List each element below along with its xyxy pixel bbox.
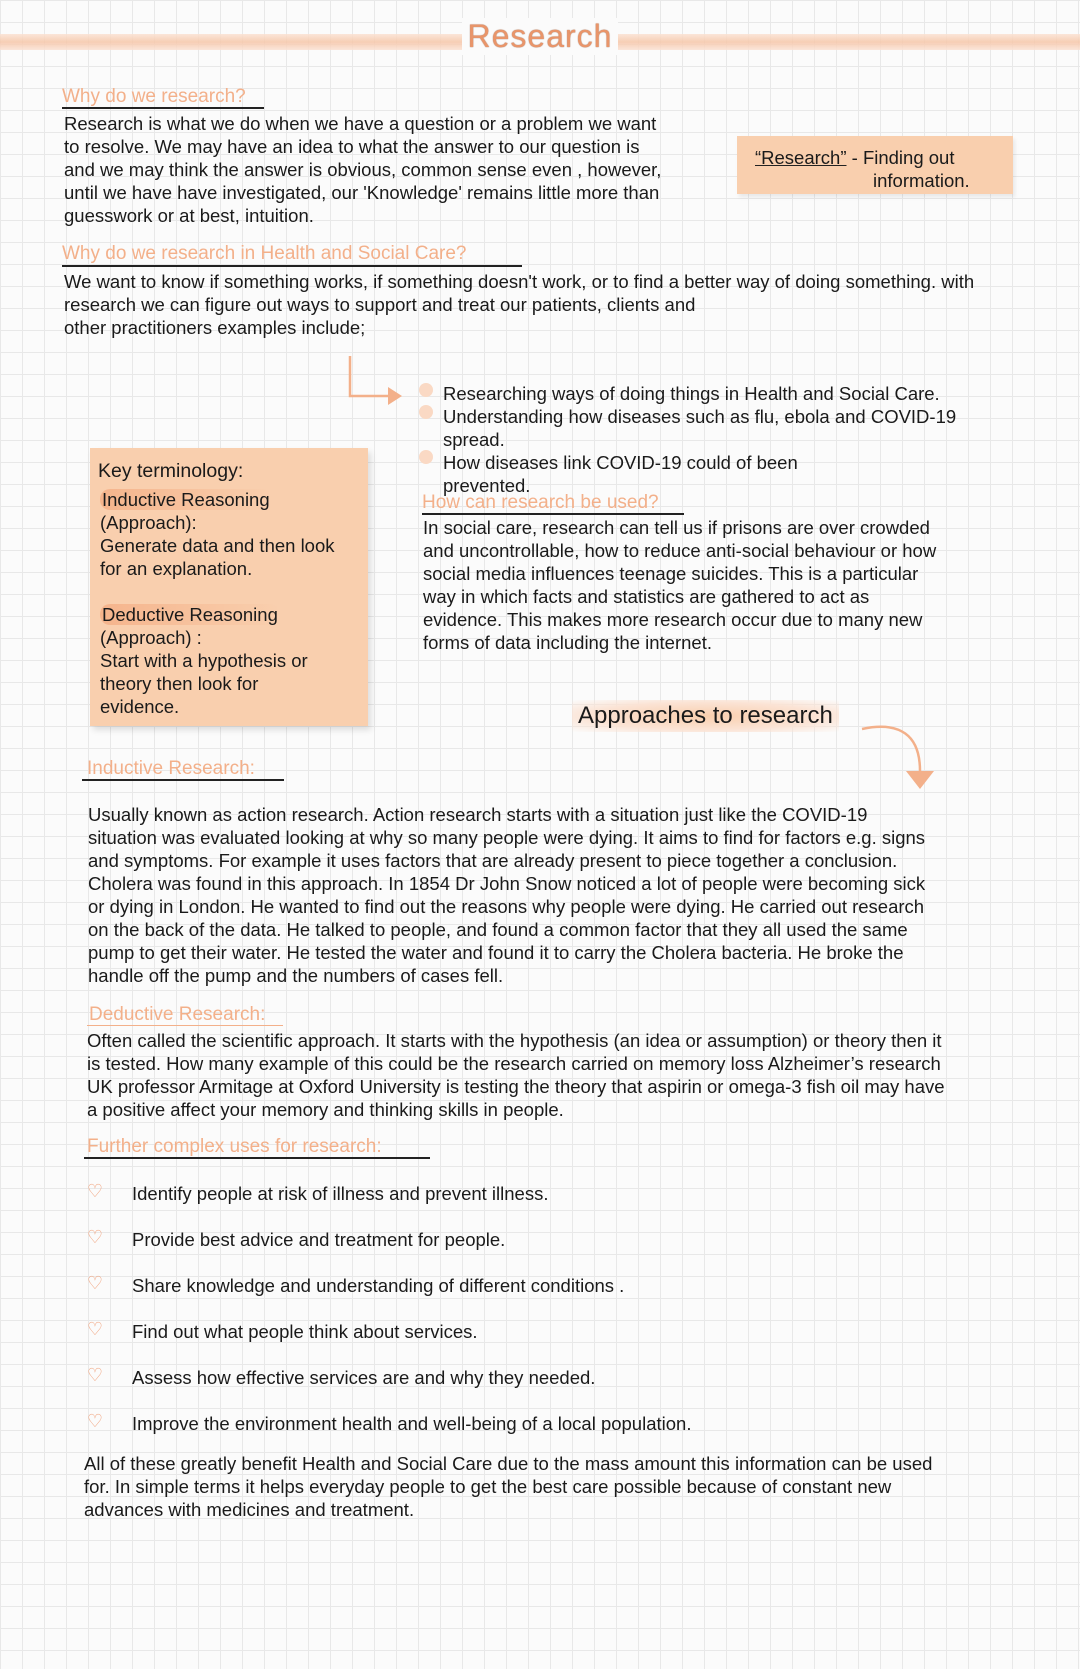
list-item: Provide best advice and treatment for people.: [132, 1229, 506, 1250]
how-used-text: In social care, research can tell us if prisons are over crowded and uncontrollable, how to reduce anti-social behaviour or how social media influences teenage suicides. This is a particular way in which facts and statistics are gathered to act as evidence. This makes more research occur due to many new forms of data including the internet.: [423, 517, 937, 653]
bullet-dot: [419, 450, 433, 464]
deductive-text: Often called the scientific approach. It starts with the hypothesis (an idea or assumption) or theory then it is tested. How many example of this could be the research carried on memory loss Alzheimer’s research UK professor Armitage at Oxford University is testing the theory that aspirin or omega-3 fish oil may have a positive affect your memory and thinking skills in people.: [87, 1030, 945, 1120]
heading-underline: [62, 265, 522, 267]
list-item: Find out what people think about services.: [132, 1321, 478, 1342]
why-hsc-text: We want to know if something works, if something doesn't work, or to find a better way of doing something. with research we can figure out ways to support and treat our patients, clients and other practitioners examples include;: [64, 271, 975, 338]
heading-underline: [82, 779, 284, 781]
curved-arrow-icon: [860, 715, 940, 791]
list-item: Researching ways of doing things in Health and Social Care.: [443, 383, 940, 404]
deductive-heading: Deductive Research:: [89, 1004, 266, 1025]
list-item: Assess how effective services are and why they needed.: [132, 1367, 596, 1388]
list-item: Improve the environment health and well-being of a local population.: [132, 1413, 692, 1434]
list-item: Identify people at risk of illness and prevent illness.: [132, 1183, 549, 1204]
how-used-heading: How can research be used?: [422, 492, 659, 513]
examples-list: Researching ways of doing things in Health and Social Care. Understanding how diseases such as flu, ebola and COVID-19 spread. How diseases link COVID-19 could of been prevented.: [443, 383, 957, 496]
heading-underline: [84, 1157, 430, 1159]
conclusion-text: All of these greatly benefit Health and Social Care due to the mass amount this information can be used for. In simple terms it helps everyday people to get the best care possible because of constant new advances with medicines and treatment.: [84, 1453, 933, 1520]
inductive-heading: Inductive Research:: [87, 758, 255, 779]
heart-icon: ♡: [86, 1411, 104, 1431]
heading-underline: [87, 1025, 283, 1026]
further-uses-heading: Further complex uses for research:: [87, 1136, 382, 1157]
inductive-reasoning-label: Inductive Reasoning: [102, 489, 270, 510]
research-definition-note: “Research” - Finding out information.: [737, 136, 1013, 194]
approaches-label: Approaches to research: [572, 700, 839, 732]
deductive-reasoning-label: Deductive Reasoning: [102, 604, 278, 625]
bullet-dot: [419, 383, 433, 397]
why-research-heading: Why do we research?: [62, 86, 246, 107]
heart-icon: ♡: [86, 1319, 104, 1339]
inductive-text: Usually known as action research. Action research starts with a situation just like the COVID-19 situation was evaluated looking at why so many people were dying. It aims to find for factors e.g. signs and symptoms. For example it uses factors that are already present to piece together a conclusion. Cholera was found in this approach. In 1854 Dr John Snow noticed a lot of people were becoming sick or dying in London. He wanted to find out the reasons why people were dying. He carried out research on the back of the data. He talked to people, and found a common factor that they all used the same pump to get their water. He tested the water and found it to carry the Cholera bacteria. He broke the handle off the pump and the numbers of cases fell.: [88, 804, 926, 986]
key-terminology-title: Key terminology:: [98, 460, 244, 482]
why-hsc-heading: Why do we research in Health and Social Care?: [62, 243, 467, 264]
bullet-dot: [419, 405, 433, 419]
heart-icon: ♡: [86, 1365, 104, 1385]
heart-icon: ♡: [86, 1181, 104, 1201]
heart-icon: ♡: [86, 1273, 104, 1293]
heart-icon: ♡: [86, 1227, 104, 1247]
page-title: Research: [462, 18, 618, 55]
heading-underline: [422, 513, 684, 515]
list-item: Share knowledge and understanding of different conditions .: [132, 1275, 625, 1296]
heading-underline: [62, 107, 264, 109]
key-terminology-note: Key terminology: Inductive Reasoning (Approach): Generate data and then look for an explanation. Deductive Reasoning (Approach) : Start with a hypothesis or theory then look for evidence.: [90, 448, 368, 726]
list-item: How diseases link COVID-19 could of been: [443, 452, 798, 473]
list-item: Understanding how diseases such as flu, ebola and COVID-19: [443, 406, 957, 427]
elbow-arrow-icon: [340, 356, 406, 412]
why-research-text: Research is what we do when we have a question or a problem we want to resolve. We may have an idea to what the answer to our question is and we may think the answer is obvious, common sense even , however, until we have have investigated, our 'Knowledge' remains little more than guesswork or at best, intuition.: [64, 113, 662, 226]
